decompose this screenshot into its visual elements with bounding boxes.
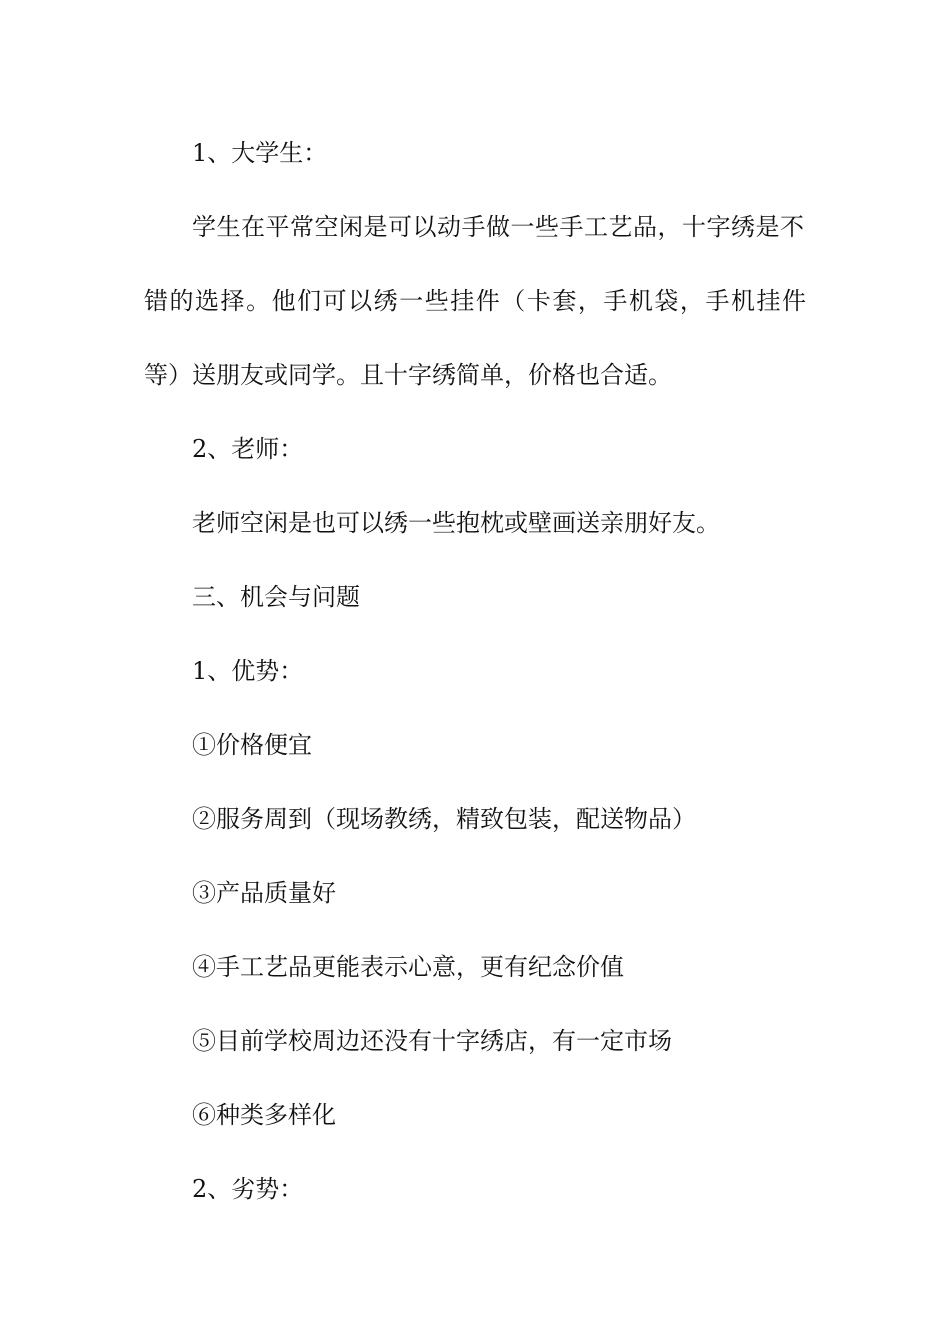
list-item-strength-4: ④手工艺品更能表示心意，更有纪念价值	[192, 953, 624, 981]
list-item-strength-1: ①价格便宜	[192, 731, 312, 759]
section-heading-opportunities: 三、机会与问题	[192, 583, 360, 611]
paragraph-teachers: 老师空闲是也可以绣一些抱枕或壁画送亲朋好友。	[192, 509, 720, 537]
heading-weaknesses: 2、劣势：	[192, 1175, 304, 1203]
list-item-strength-5: ⑤目前学校周边还没有十字绣店，有一定市场	[192, 1027, 672, 1055]
list-item-strength-6: ⑥种类多样化	[192, 1101, 336, 1129]
heading-teachers: 2、老师：	[192, 435, 304, 463]
list-item-strength-2: ②服务周到（现场教绣，精致包装，配送物品）	[192, 805, 696, 833]
paragraph-students-line-1: 学生在平常空闲是可以动手做一些手工艺品，十字绣是不	[192, 213, 804, 241]
heading-college-students: 1、大学生：	[192, 139, 328, 167]
paragraph-students-line-3: 等）送朋友或同学。且十字绣简单，价格也合适。	[144, 361, 672, 389]
heading-strengths: 1、优势：	[192, 657, 304, 685]
list-item-strength-3: ③产品质量好	[192, 879, 336, 907]
paragraph-students-line-2: 错的选择。他们可以绣一些挂件（卡套，手机袋，手机挂件	[144, 287, 806, 315]
